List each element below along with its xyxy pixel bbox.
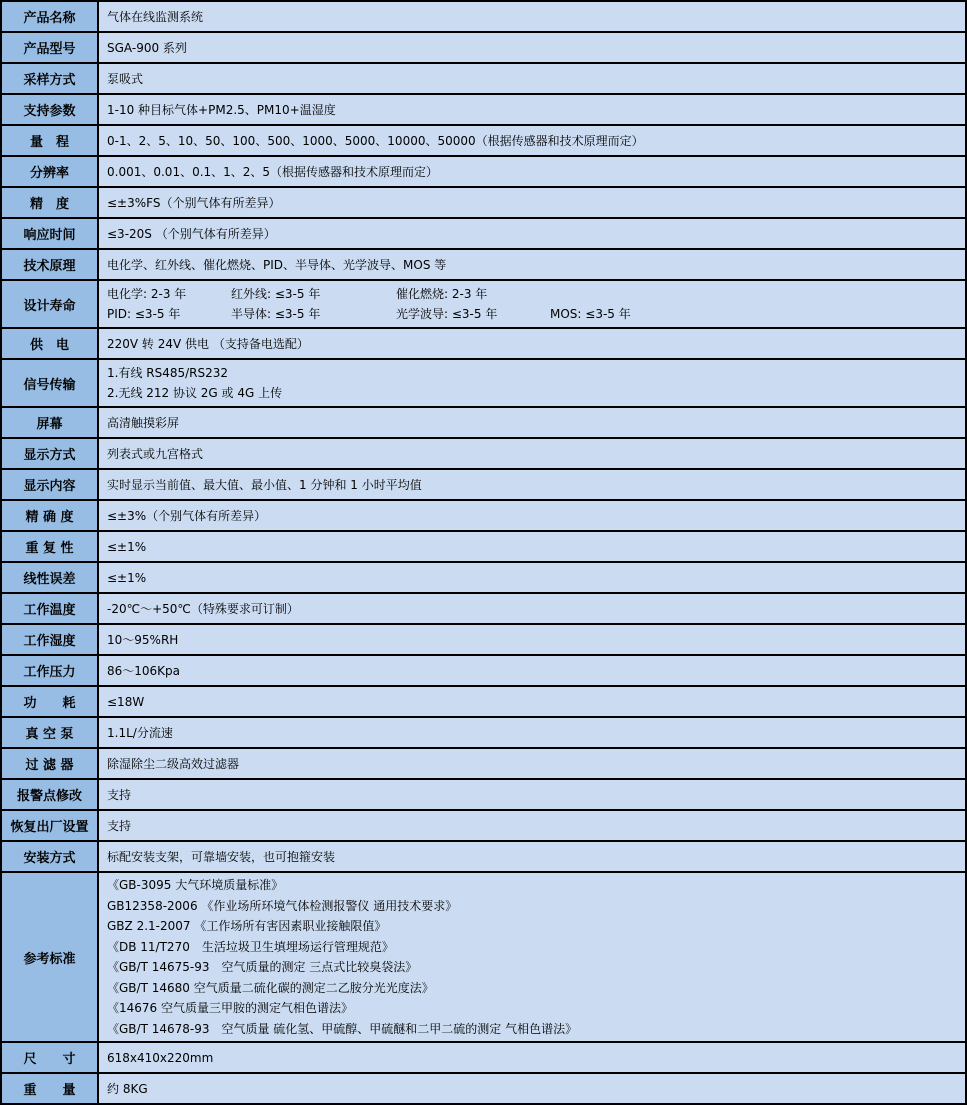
row-value: 电化学、红外线、催化燃烧、PID、半导体、光学波导、MOS 等 <box>98 249 966 280</box>
row-value: 220V 转 24V 供电 （支持备电选配） <box>98 328 966 359</box>
table-row <box>1 280 966 328</box>
row-value: 列表式或九宫格式 <box>98 438 966 469</box>
row-value: 1-10 种目标气体+PM2.5、PM10+温湿度 <box>98 94 966 125</box>
table-row <box>1 872 966 1042</box>
standard-line: 《DB 11/T270 生活垃圾卫生填埋场运行管理规范》 <box>107 939 394 954</box>
design-life-line1 <box>107 284 959 304</box>
row-value: 0.001、0.01、0.1、1、2、5（根据传感器和技术原理而定） <box>98 156 966 187</box>
row-label: 支持参数 <box>1 94 98 125</box>
row-value: 气体在线监测系统 <box>98 1 966 32</box>
table-row <box>1 686 966 717</box>
design-life-item: 光学波导: ≤3-5 年 <box>396 307 498 321</box>
design-life-item: 催化燃烧: 2-3 年 <box>396 287 488 301</box>
table-row <box>1 748 966 779</box>
table-row <box>1 810 966 841</box>
row-label: 精 确 度 <box>1 500 98 531</box>
row-value: 除湿除尘二级高效过滤器 <box>98 748 966 779</box>
row-label: 重 量 <box>1 1073 98 1104</box>
table-row <box>1 407 966 438</box>
standard-line: 《GB/T 14675-93 空气质量的测定 三点式比较臭袋法》 <box>107 960 418 974</box>
table-row <box>1 187 966 218</box>
row-label: 报警点修改 <box>1 779 98 810</box>
row-label: 产品型号 <box>1 32 98 63</box>
standard-line: 《GB/T 14678-93 空气质量 硫化氢、甲硫醇、甲硫醚和二甲二硫的测定 气相色谱法》 <box>107 1021 578 1036</box>
row-value: ≤±1% <box>98 562 966 593</box>
row-value-design-life <box>98 280 966 328</box>
table-row <box>1 469 966 500</box>
row-value: 约 8KG <box>98 1073 966 1104</box>
row-label: 技术原理 <box>1 249 98 280</box>
row-value: -20℃～+50℃（特殊要求可订制） <box>98 593 966 624</box>
design-life-item: MOS: ≤3-5 年 <box>550 307 631 321</box>
row-label: 功 耗 <box>1 686 98 717</box>
row-label: 设计寿命 <box>1 280 98 328</box>
row-value: ≤±3%FS（个别气体有所差异） <box>98 187 966 218</box>
table-row <box>1 593 966 624</box>
table-row <box>1 841 966 872</box>
row-label: 量 程 <box>1 125 98 156</box>
row-label: 真 空 泵 <box>1 717 98 748</box>
design-life-item: 电化学: 2-3 年 <box>107 287 187 301</box>
row-label: 屏幕 <box>1 407 98 438</box>
table-row <box>1 63 966 94</box>
row-label: 产品名称 <box>1 1 98 32</box>
row-label: 显示方式 <box>1 438 98 469</box>
table-row <box>1 125 966 156</box>
row-value: 泵吸式 <box>98 63 966 94</box>
table-row <box>1 438 966 469</box>
row-label: 工作湿度 <box>1 624 98 655</box>
table-row <box>1 500 966 531</box>
row-value: 支持 <box>98 779 966 810</box>
design-life-item: 红外线: ≤3-5 年 <box>231 287 321 301</box>
table-row <box>1 94 966 125</box>
row-value: 86～106Kpa <box>98 655 966 686</box>
standard-line: 《14676 空气质量三甲胺的测定气相色谱法》 <box>107 1001 353 1015</box>
row-value: ≤18W <box>98 686 966 717</box>
table-row <box>1 655 966 686</box>
row-label: 安装方式 <box>1 841 98 872</box>
row-label: 采样方式 <box>1 63 98 94</box>
row-label: 信号传输 <box>1 359 98 407</box>
table-row <box>1 1 966 32</box>
row-value: 10～95%RH <box>98 624 966 655</box>
row-label: 过 滤 器 <box>1 748 98 779</box>
row-label: 显示内容 <box>1 469 98 500</box>
row-value: 支持 <box>98 810 966 841</box>
row-label: 尺 寸 <box>1 1042 98 1073</box>
table-row <box>1 156 966 187</box>
row-value: 实时显示当前值、最大值、最小值、1 分钟和 1 小时平均值 <box>98 469 966 500</box>
table-row <box>1 328 966 359</box>
row-label: 工作温度 <box>1 593 98 624</box>
row-label: 恢复出厂设置 <box>1 810 98 841</box>
row-label: 分辨率 <box>1 156 98 187</box>
table-row <box>1 624 966 655</box>
row-label: 供 电 <box>1 328 98 359</box>
signal-line: 2.无线 212 协议 2G 或 4G 上传 <box>107 386 283 400</box>
row-value: ≤±3%（个别气体有所差异） <box>98 500 966 531</box>
table-row <box>1 359 966 407</box>
standard-line: GBZ 2.1-2007 《工作场所有害因素职业接触限值》 <box>107 919 387 933</box>
row-label: 线性误差 <box>1 562 98 593</box>
table-row <box>1 531 966 562</box>
row-value: ≤±1% <box>98 531 966 562</box>
row-value: 高清触摸彩屏 <box>98 407 966 438</box>
row-value-signal <box>98 359 966 407</box>
table-row <box>1 32 966 63</box>
row-value: 618x410x220mm <box>98 1042 966 1073</box>
table-row <box>1 1042 966 1073</box>
row-value: ≤3-20S （个别气体有所差异） <box>98 218 966 249</box>
table-row <box>1 562 966 593</box>
table-row <box>1 779 966 810</box>
row-value: 0-1、2、5、10、50、100、500、1000、5000、10000、50000（根据传感器和技术原理而定） <box>98 125 966 156</box>
row-value: 1.1L/分流速 <box>98 717 966 748</box>
signal-line: 1.有线 RS485/RS232 <box>107 366 229 380</box>
row-value: SGA-900 系列 <box>98 32 966 63</box>
standard-line: 《GB-3095 大气环境质量标准》 <box>107 878 284 892</box>
standard-line: GB12358-2006 《作业场所环境气体检测报警仪 通用技术要求》 <box>107 898 458 913</box>
row-label: 工作压力 <box>1 655 98 686</box>
row-label: 参考标准 <box>1 872 98 1042</box>
table-row <box>1 218 966 249</box>
table-row <box>1 1073 966 1104</box>
row-label: 响应时间 <box>1 218 98 249</box>
row-label: 精 度 <box>1 187 98 218</box>
row-value-standards <box>98 872 966 1042</box>
row-value: 标配安装支架，可靠墙安装，也可抱箍安装 <box>98 841 966 872</box>
table-row <box>1 249 966 280</box>
row-label: 重 复 性 <box>1 531 98 562</box>
design-life-item: PID: ≤3-5 年 <box>107 307 181 321</box>
table-row <box>1 717 966 748</box>
design-life-line2 <box>107 304 959 324</box>
standard-line: 《GB/T 14680 空气质量二硫化碳的测定二乙胺分光光度法》 <box>107 980 434 995</box>
design-life-item: 半导体: ≤3-5 年 <box>231 307 321 321</box>
